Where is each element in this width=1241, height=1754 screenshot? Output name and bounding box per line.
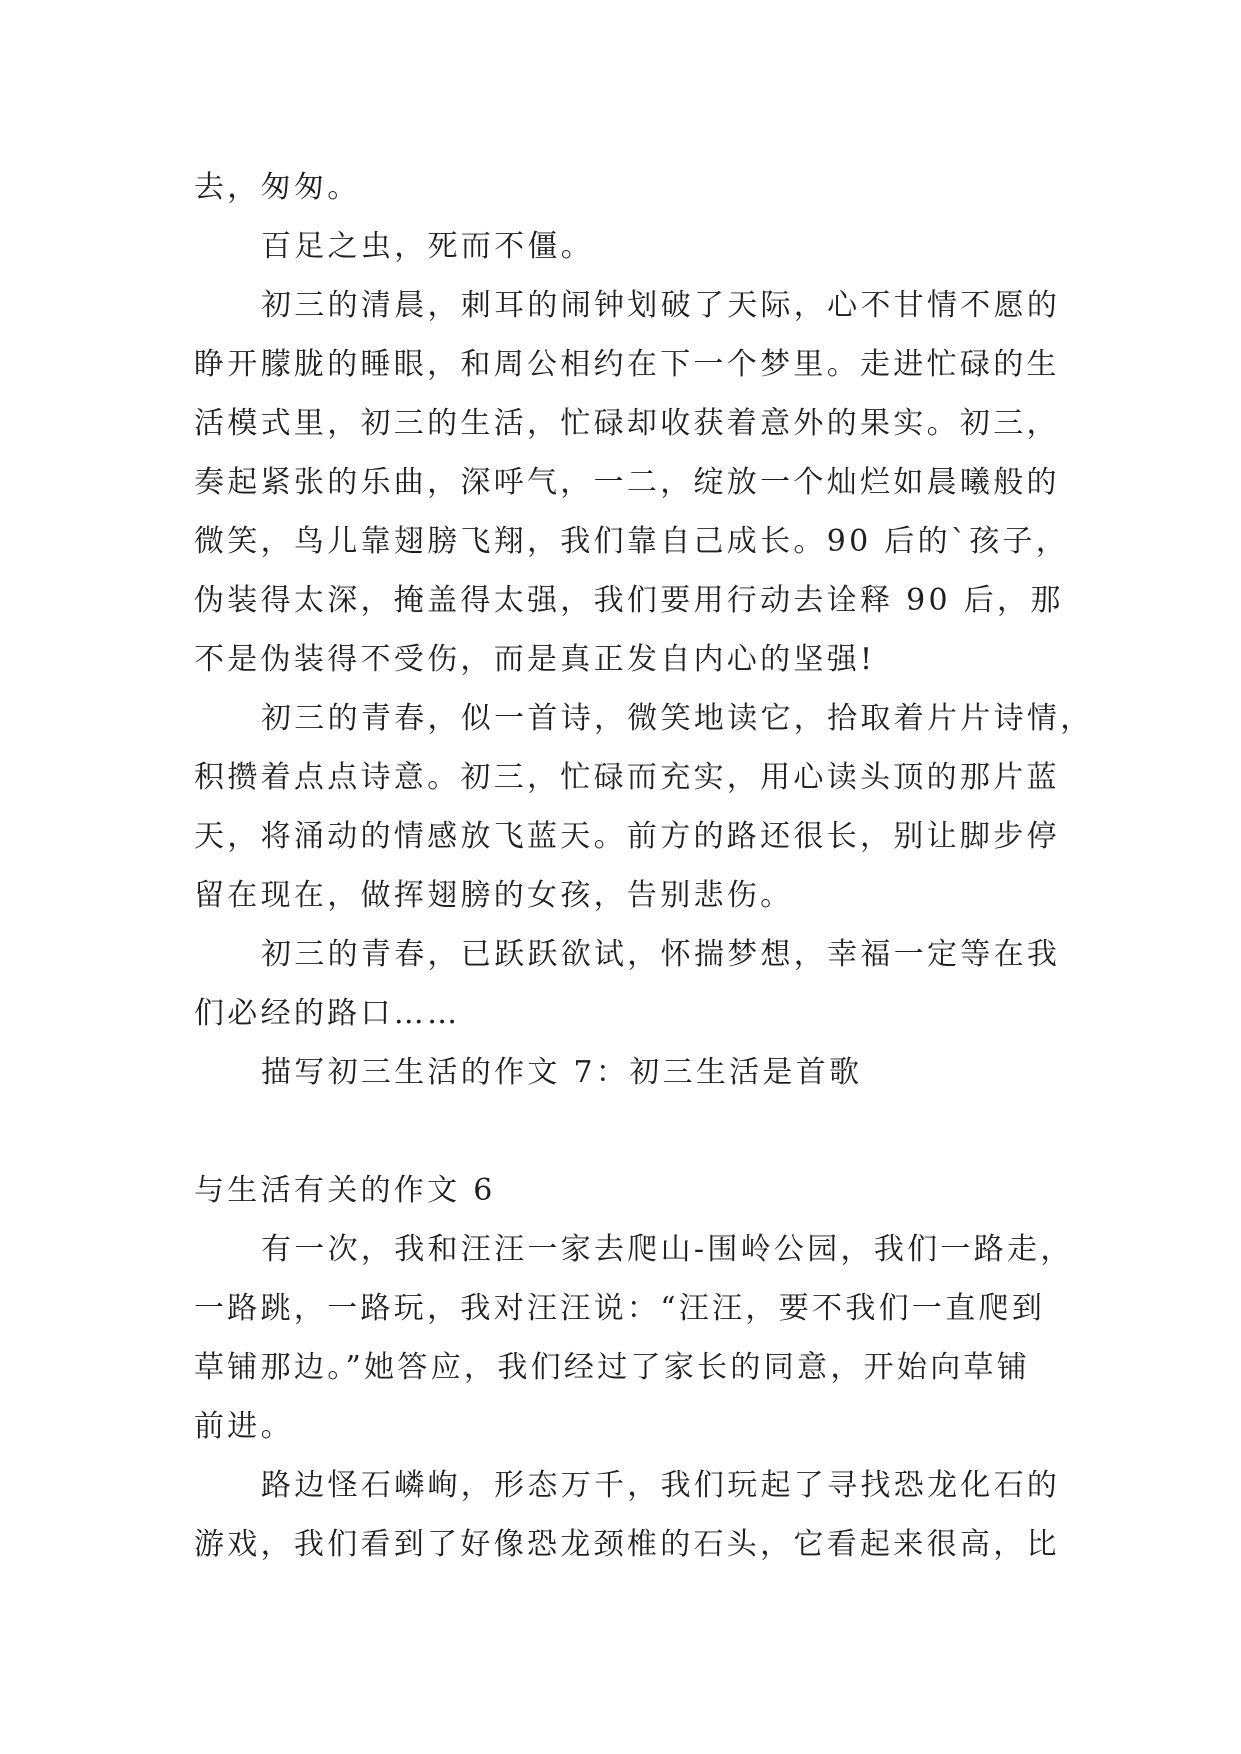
text-line: 活模式里，初三的生活，忙碌却收获着意外的果实。初三， [194, 406, 1060, 441]
text-line: 们必经的路口…… [194, 996, 461, 1031]
section-heading: 与生活有关的作文 6 [194, 1173, 496, 1208]
text-line: 睁开朦胧的睡眼，和周公相约在下一个梦里。走进忙碌的生 [194, 347, 1060, 382]
text-line: 积攒着点点诗意。初三，忙碌而充实，用心读头顶的那片蓝 [194, 760, 1060, 795]
text-line: 奏起紧张的乐曲，深呼气，一二，绽放一个灿烂如晨曦般的 [194, 465, 1060, 500]
text-line: 天，将涌动的情感放飞蓝天。前方的路还很长，别让脚步停 [194, 819, 1060, 854]
essay-title: 描写初三生活的作文 7：初三生活是首歌 [261, 1055, 863, 1090]
text-line: 路边怪石嶙峋，形态万千，我们玩起了寻找恐龙化石的 [261, 1468, 1061, 1503]
text-line: 游戏，我们看到了好像恐龙颈椎的石头，它看起来很高，比 [194, 1527, 1060, 1562]
text-line: 伪装得太深，掩盖得太强，我们要用行动去诠释 90 后，那 [194, 583, 1064, 618]
text-line: 前进。 [194, 1409, 294, 1444]
text-line: 初三的清晨，刺耳的闹钟划破了天际，心不甘情不愿的 [261, 288, 1061, 323]
text-line: 有一次，我和汪汪一家去爬山-围岭公园，我们一路走， [261, 1232, 1074, 1267]
text-line: 不是伪装得不受伤，而是真正发自内心的坚强! [194, 642, 876, 677]
text-line: 初三的青春，已跃跃欲试，怀揣梦想，幸福一定等在我 [261, 937, 1061, 972]
text-line: 一路跳，一路玩，我对汪汪说：“汪汪，要不我们一直爬到 [194, 1291, 1046, 1326]
text-line: 草铺那边。”她答应，我们经过了家长的同意，开始向草铺 [194, 1350, 1031, 1385]
text-line: 去，匆匆。 [194, 170, 361, 205]
text-line: 微笑，鸟儿靠翅膀飞翔，我们靠自己成长。90 后的`孩子， [194, 524, 1070, 559]
text-line: 初三的青春，似一首诗，微笑地读它，拾取着片片诗情， [261, 701, 1094, 736]
text-line: 留在现在，做挥翅膀的女孩，告别悲伤。 [194, 878, 794, 913]
text-line: 百足之虫，死而不僵。 [261, 229, 594, 264]
